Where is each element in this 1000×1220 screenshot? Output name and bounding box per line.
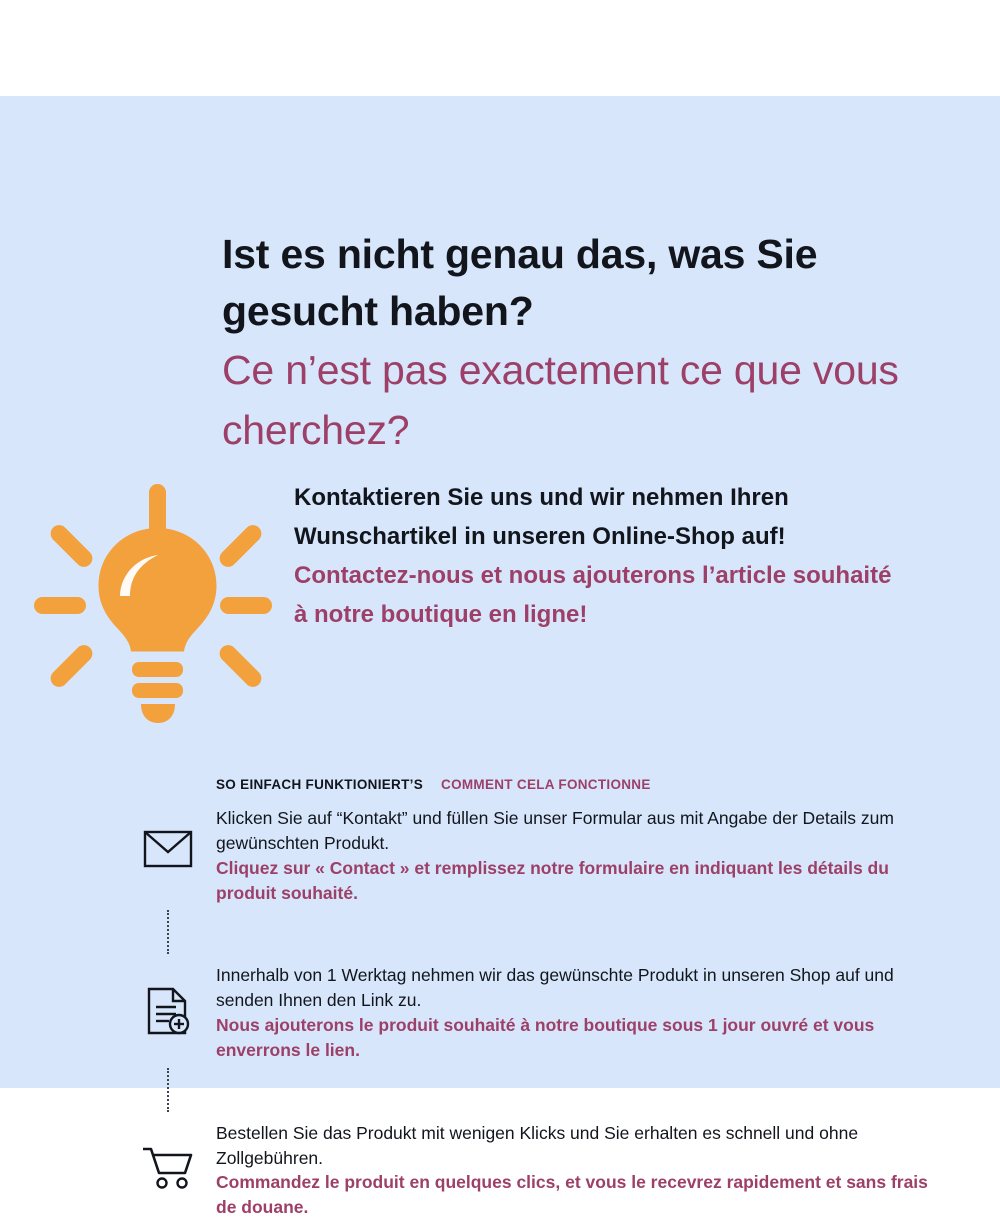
step-item xyxy=(120,959,950,1062)
step-connector xyxy=(120,1063,950,1117)
step-icon-wrapper xyxy=(120,959,216,1035)
intro-fr: Contactez-nous et nous ajouterons l’article souhaité à notre boutique en ligne! xyxy=(294,561,892,628)
step-de: Innerhalb von 1 Werktag nehmen wir das gewünschte Produkt in unseren Shop auf und senden Ihnen den Link zu. xyxy=(216,965,894,1011)
step-text xyxy=(216,802,950,905)
lightbulb-icon xyxy=(34,484,278,729)
intro-block xyxy=(294,479,894,635)
step-text xyxy=(216,1117,950,1220)
step-de: Klicken Sie auf “Kontakt” und füllen Sie unser Formular aus mit Angabe der Details zum gewünschten Produkt. xyxy=(216,808,894,853)
steps-list xyxy=(120,802,950,1220)
steps-header-de: SO EINFACH FUNKTIONIERT’S xyxy=(216,777,424,792)
step-icon-wrapper xyxy=(120,1117,216,1189)
steps-header xyxy=(216,777,651,792)
envelope-icon xyxy=(143,830,193,868)
step-text xyxy=(216,959,950,1062)
step-icon-wrapper xyxy=(120,802,216,868)
headline-fr: Ce n’est pas exactement ce que vous cherchez? xyxy=(222,347,899,453)
step-fr: Cliquez sur « Contact » et remplissez notre formulaire en indiquant les détails du produit souhaité. xyxy=(216,857,889,903)
step-connector xyxy=(120,905,950,959)
promo-banner xyxy=(0,96,1000,1218)
document-add-icon xyxy=(145,987,191,1035)
dotted-connector xyxy=(120,905,216,959)
step-fr: Commandez le produit en quelques clics, et vous le recevrez rapidement et sans frais de douane. xyxy=(216,1172,928,1218)
headline-block xyxy=(222,226,922,460)
step-fr: Nous ajouterons le produit souhaité à notre boutique sous 1 jour ouvré et vous enverrons le lien. xyxy=(216,1015,875,1060)
step-de: Bestellen Sie das Produkt mit wenigen Klicks und Sie erhalten es schnell und ohne Zollgebühren. xyxy=(216,1122,859,1168)
headline-de: Ist es nicht genau das, was Sie gesucht haben? xyxy=(222,231,818,334)
shopping-cart-icon xyxy=(141,1145,195,1189)
step-item xyxy=(120,1117,950,1220)
step-item xyxy=(120,802,950,905)
steps-header-fr: COMMENT CELA FONCTIONNE xyxy=(441,777,651,792)
intro-de: Kontaktieren Sie uns und wir nehmen Ihren Wunschartikel in unseren Online-Shop auf! xyxy=(294,484,789,550)
dotted-connector xyxy=(120,1063,216,1117)
